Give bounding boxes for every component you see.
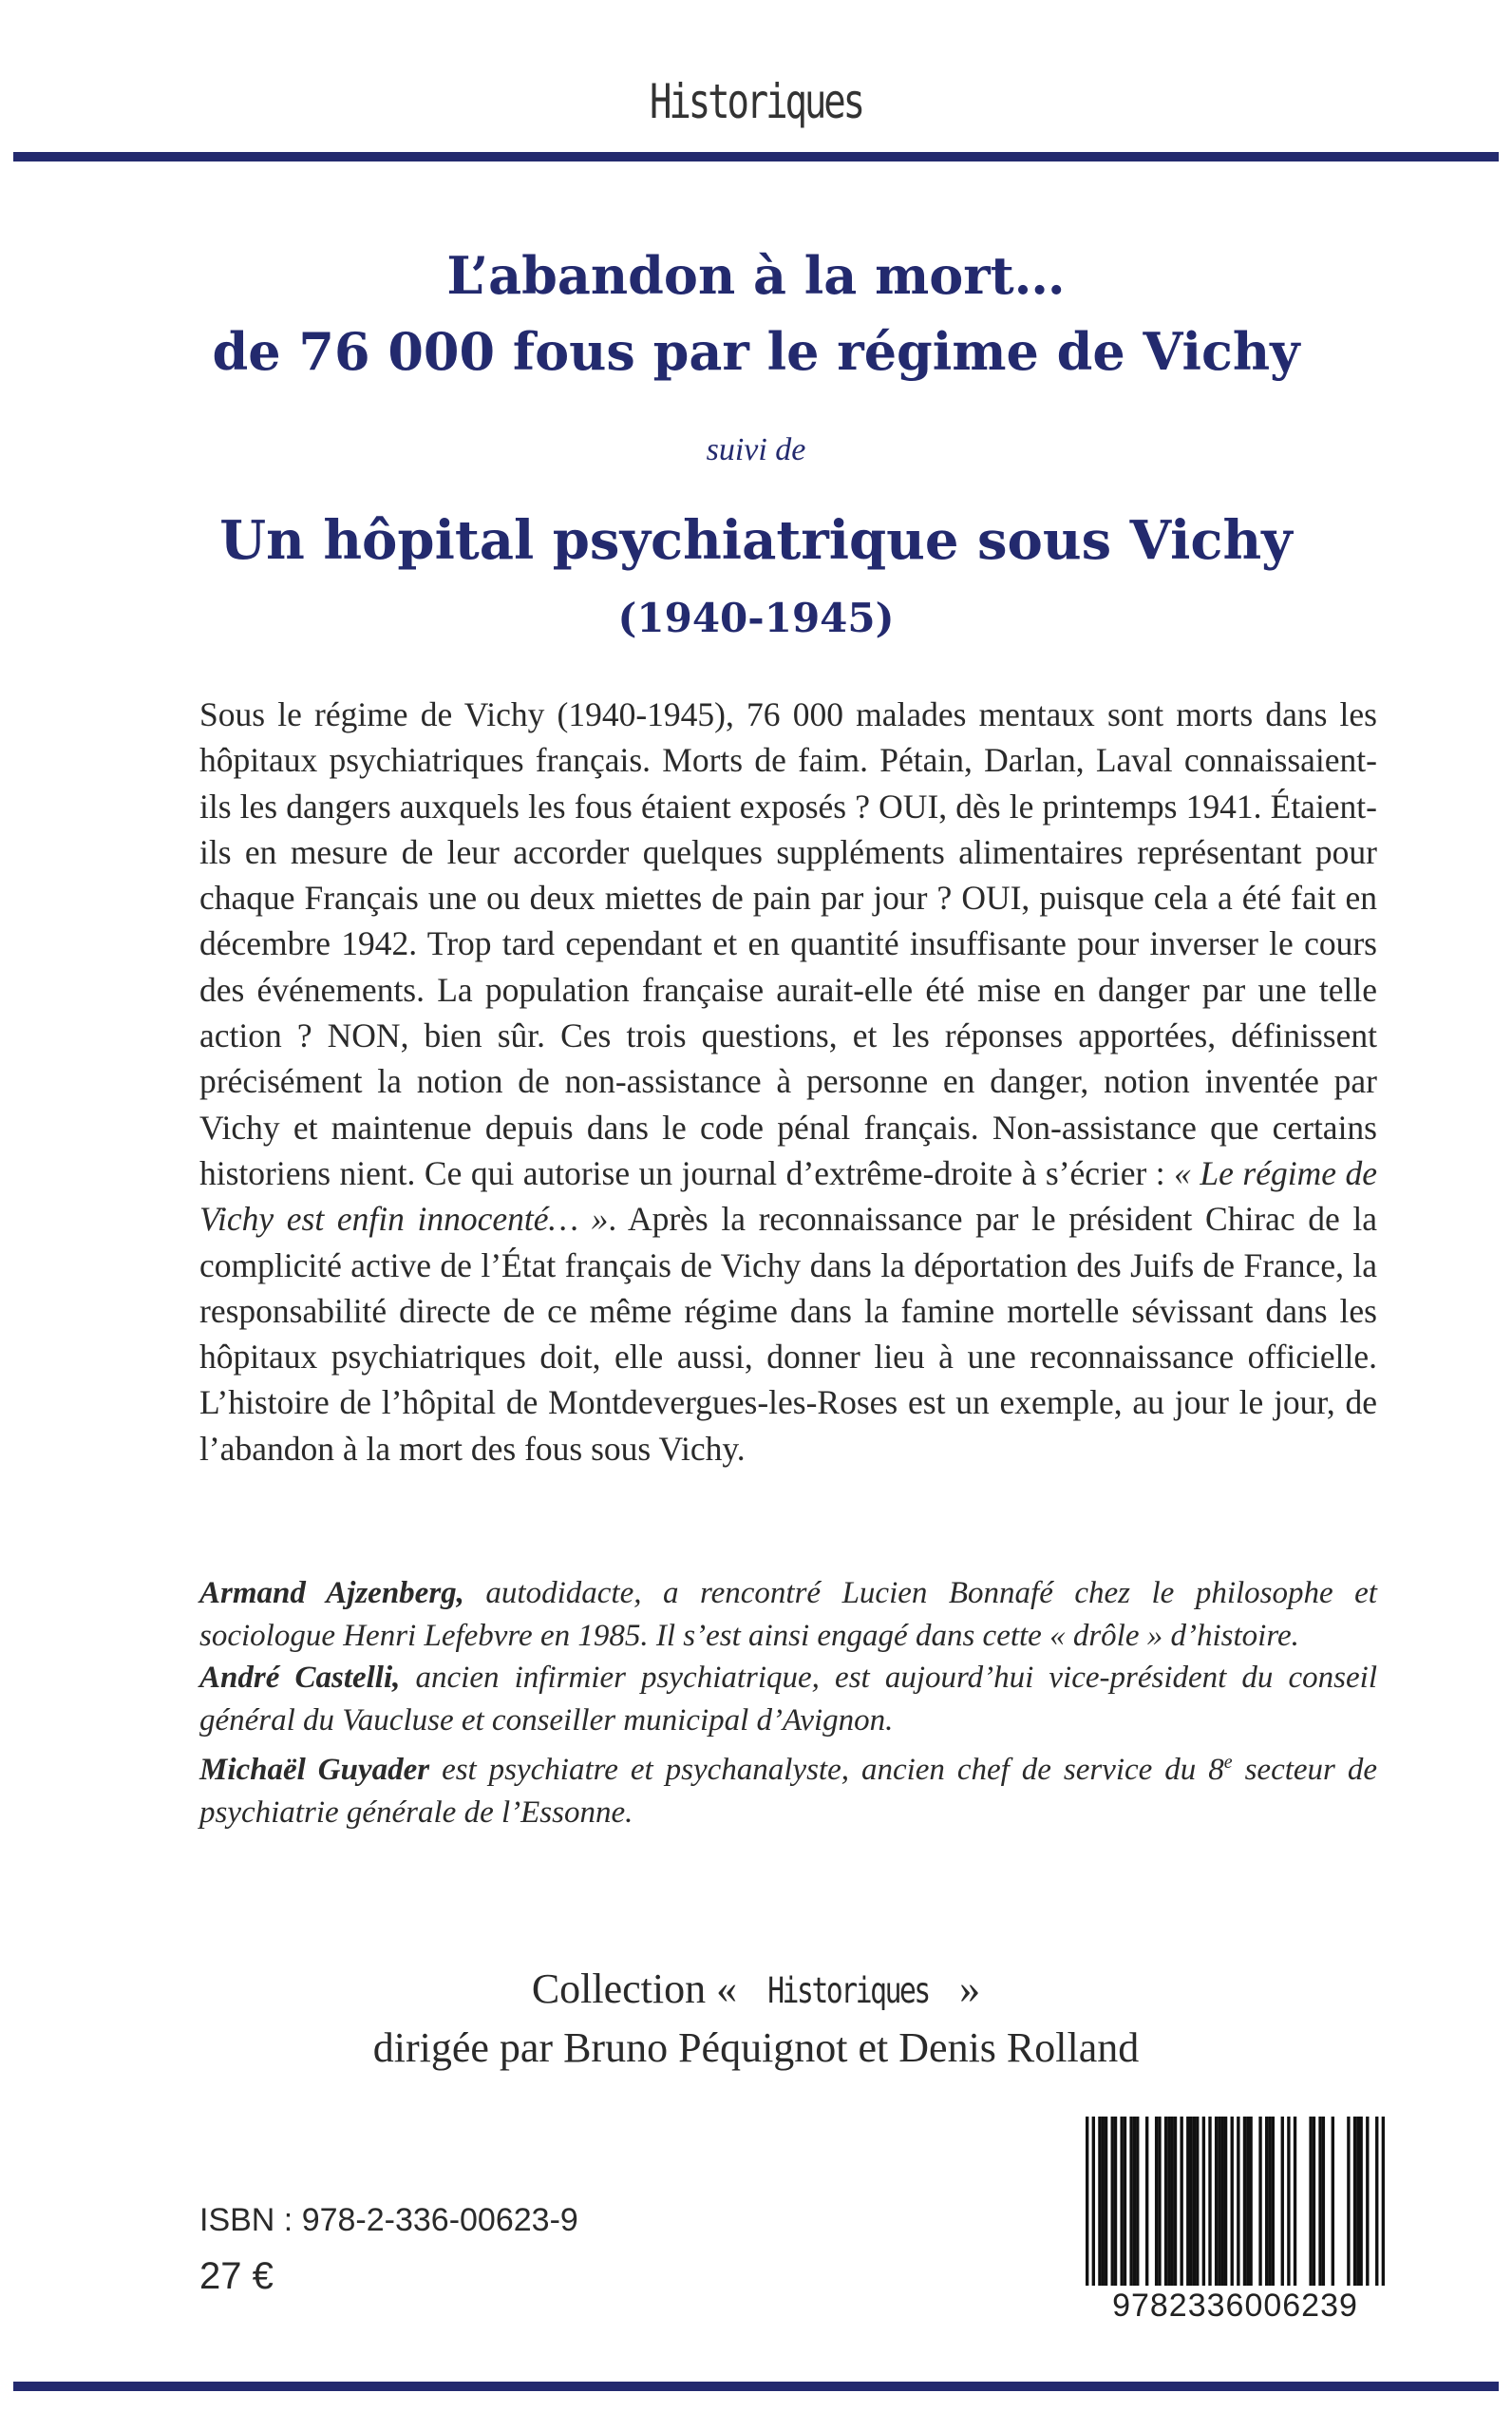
barcode-bar: [1215, 2117, 1218, 2286]
collection-series-name: Historiques: [767, 1970, 929, 2011]
top-rule: [13, 152, 1499, 161]
barcode-bar: [1281, 2117, 1284, 2286]
barcode-bar: [1102, 2117, 1105, 2286]
author-name: André Castelli,: [199, 1661, 401, 1695]
barcode-bars: [1086, 2117, 1385, 2286]
barcode-bar: [1158, 2117, 1161, 2286]
author-name: Michaël Guyader: [199, 1753, 430, 1787]
barcode-bar: [1092, 2117, 1095, 2286]
barcode-bar: [1294, 2117, 1296, 2286]
barcode-bar: [1208, 2117, 1211, 2286]
barcode-bar: [1268, 2117, 1271, 2286]
suivi-de: suivi de: [706, 432, 806, 467]
barcode-bar: [1359, 2117, 1362, 2286]
author-bio-text: autodidacte, a rencontré Lucien Bonnafé chez le philosophe et sociologue Henri Lefebvre en 1985. Il s’est ainsi engagé dans cette « drôle » d’histoire.: [199, 1576, 1377, 1653]
barcode-bar: [1231, 2117, 1234, 2286]
series-logo: Historiques: [650, 74, 862, 129]
author-bio-text-cont: secteur de psychiatrie générale de l’Essonne.: [199, 1753, 1377, 1830]
barcode-bar: [1114, 2117, 1117, 2286]
barcode-bar: [1189, 2117, 1192, 2286]
summary-paragraph: [199, 692, 1377, 1472]
collection-open-quote: «: [716, 1966, 738, 2012]
collection-line: [0, 1965, 1512, 2013]
summary-quote: « Le régime de Vichy est enfin innocenté… »: [199, 1153, 1378, 1239]
barcode-bar: [1366, 2117, 1369, 2286]
barcode-bar: [1272, 2117, 1275, 2286]
subtitle: Un hôpital psychiatrique sous Vichy: [219, 509, 1293, 572]
barcode-bar: [1265, 2117, 1268, 2286]
summary-part-2: . Après la reconnaissance par le président Chirac de la complicité active de l’État français de Vichy dans la déportation des Juifs de France, la responsabilité directe de ce même régime dans la famine mortelle sévissant dans les hôpitaux psychiatriques doit, elle aussi, donner lieu à une reconnaissance officielle. L’histoire de l’hôpital de Montdevergues-les-Roses est un exemple, au jour le jour, de l’abandon à la mort des fous sous Vichy.: [199, 1200, 1378, 1468]
author-bio-superscript: e: [1223, 1752, 1233, 1773]
barcode-bar: [1313, 2117, 1315, 2286]
barcode-bar: [1171, 2117, 1174, 2286]
barcode: [1086, 2117, 1385, 2330]
barcode-bar: [1347, 2117, 1350, 2286]
barcode-bar: [1249, 2117, 1252, 2286]
author-bio: [199, 1572, 1377, 1657]
barcode-bar: [1193, 2117, 1196, 2286]
author-name: Armand Ajzenberg,: [199, 1576, 464, 1610]
barcode-bar: [1322, 2117, 1325, 2286]
author-bio: [199, 1741, 1377, 1833]
barcode-bar: [1246, 2117, 1249, 2286]
barcode-bar: [1155, 2117, 1158, 2286]
barcode-bar: [1332, 2117, 1334, 2286]
collection-close-quote: »: [959, 1966, 981, 2012]
collection-prefix: Collection: [531, 1966, 707, 2012]
barcode-bar: [1167, 2117, 1170, 2286]
bottom-rule: [13, 2382, 1499, 2391]
barcode-bar: [1237, 2117, 1239, 2286]
barcode-bar: [1098, 2117, 1101, 2286]
barcode-bar: [1111, 2117, 1114, 2286]
subtitle-dates: (1940-1945): [617, 595, 895, 641]
barcode-bar: [1202, 2117, 1205, 2286]
barcode-bar: [1174, 2117, 1177, 2286]
barcode-bar: [1356, 2117, 1359, 2286]
barcode-bar: [1196, 2117, 1199, 2286]
barcode-bar: [1382, 2117, 1385, 2286]
barcode-bar: [1309, 2117, 1312, 2286]
price: 27 €: [199, 2255, 274, 2297]
barcode-bar: [1180, 2117, 1182, 2286]
title-line-2: de 76 000 fous par le régime de Vichy: [212, 321, 1300, 382]
author-bio-text: ancien infirmier psychiatrique, est aujourd’hui vice-président du conseil général du Vaucluse et conseiller municipal d’Avignon.: [199, 1661, 1378, 1738]
author-bio-text: est psychiatre et psychanalyste, ancien chef de service du 8: [429, 1753, 1224, 1787]
barcode-bar: [1287, 2117, 1290, 2286]
barcode-bar: [1224, 2117, 1227, 2286]
barcode-bar: [1133, 2117, 1136, 2286]
summary-part-1: Sous le régime de Vichy (1940-1945), 76 000 malades mentaux sont morts dans les hôpitaux psychiatriques français. Morts de faim. Pétain, Darlan, Laval connaissaient-ils les dangers auxquels les fous étaient exposés ? OUI, dès le printemps 1941. Étaient-ils en mesure de leur accorder quelques suppléments alimentaires représentant pour chaque Français une ou deux miettes de pain par jour ? OUI, puisque cela a été fait en décembre 1942. Trop tard cependant et en quantité insuffisante pour inverser le cours des événements. La population française aurait-elle été mise en danger par une telle action ? NON, bien sûr. Ces trois questions, et les réponses apportées, définissent précisément la notion de non-assistance à personne en danger, notion inventée par Vichy et maintenue depuis dans le code pénal français. Non-assistance que certains historiens nient. Ce qui autorise un journal d’extrême-droite à s’écrier :: [199, 695, 1377, 1192]
barcode-bar: [1353, 2117, 1356, 2286]
barcode-bar: [1243, 2117, 1246, 2286]
barcode-bar: [1120, 2117, 1123, 2286]
barcode-bar: [1318, 2117, 1321, 2286]
barcode-bar: [1186, 2117, 1189, 2286]
barcode-digits: 9782336006239: [1112, 2288, 1358, 2324]
author-bios: [199, 1572, 1377, 1833]
author-bio: [199, 1657, 1377, 1741]
barcode-bar: [1164, 2117, 1167, 2286]
barcode-bar: [1124, 2117, 1126, 2286]
isbn: ISBN : 978-2-336-00623-9: [199, 2202, 578, 2238]
collection-directors: dirigée par Bruno Péquignot et Denis Rolland: [372, 2024, 1140, 2071]
barcode-bar: [1375, 2117, 1378, 2286]
barcode-bar: [1086, 2117, 1088, 2286]
barcode-bar: [1129, 2117, 1132, 2286]
barcode-bar: [1258, 2117, 1261, 2286]
barcode-bar: [1136, 2117, 1139, 2286]
barcode-bar: [1221, 2117, 1224, 2286]
title-line-1: L’abandon à la mort…: [446, 245, 1066, 306]
barcode-bar: [1105, 2117, 1107, 2286]
barcode-bar: [1218, 2117, 1220, 2286]
barcode-bar: [1145, 2117, 1148, 2286]
